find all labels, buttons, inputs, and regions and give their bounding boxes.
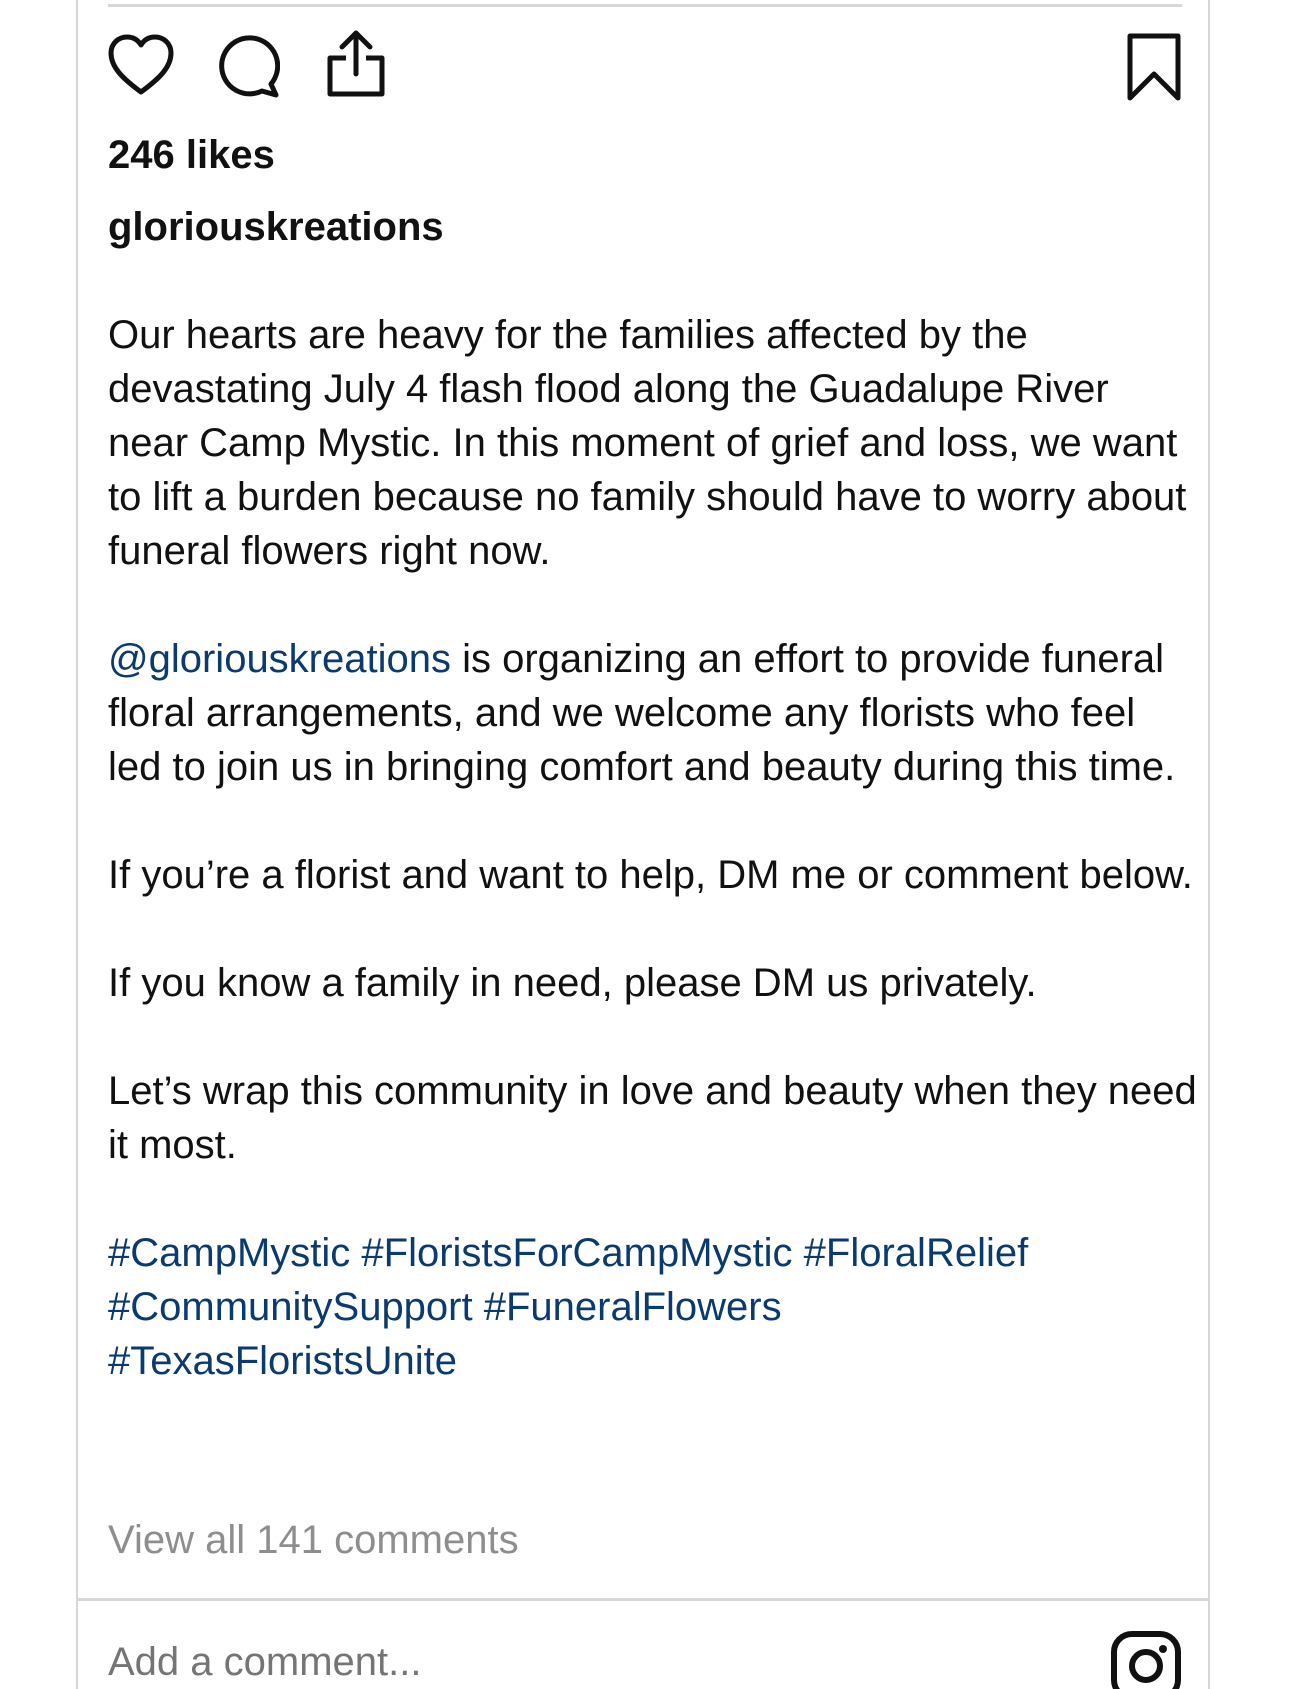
instagram-icon: [1110, 1630, 1182, 1689]
mention-link[interactable]: @gloriouskreations: [108, 637, 451, 681]
hashtag-link[interactable]: #TexasFloristsUnite: [108, 1339, 458, 1383]
likes-count[interactable]: 246 likes: [108, 133, 275, 177]
add-comment-input[interactable]: [108, 1638, 1008, 1686]
hashtag-list: [108, 1226, 1198, 1388]
caption-paragraph: [108, 632, 1198, 794]
caption-text: is organizing an effort to provide funeral floral arrangements, and we welcome any florists who feel led to join us in bringing comfort and beauty during this time.: [108, 637, 1176, 789]
bookmark-icon[interactable]: [1126, 32, 1182, 102]
hashtag-link[interactable]: #FloralRelief: [803, 1231, 1029, 1275]
view-all-comments-link[interactable]: View all 141 comments: [108, 1518, 519, 1562]
caption-paragraph: Our hearts are heavy for the families affected by the devastating July 4 flash flood along the Guadalupe River near Camp Mystic. In this moment of grief and loss, we want to lift a burden because no family should have to worry about funeral flowers right now.: [108, 313, 1187, 573]
top-divider: [108, 4, 1182, 7]
caption-paragraph: Let’s wrap this community in love and beauty when they need it most.: [108, 1069, 1197, 1167]
post-action-bar: [108, 30, 1182, 106]
post-username[interactable]: gloriouskreations: [108, 205, 444, 249]
post-caption: [108, 308, 1198, 1442]
hashtag-link[interactable]: #FloristsForCampMystic: [361, 1231, 793, 1275]
comment-icon[interactable]: [216, 34, 280, 98]
share-icon[interactable]: [326, 30, 386, 98]
bottom-divider: [76, 1598, 1210, 1601]
hashtag-link[interactable]: #CommunitySupport: [108, 1285, 473, 1329]
hashtag-link[interactable]: #CampMystic: [108, 1231, 351, 1275]
caption-paragraph: If you know a family in need, please DM us privately.: [108, 961, 1037, 1005]
heart-icon[interactable]: [108, 34, 174, 96]
caption-paragraph: If you’re a florist and want to help, DM me or comment below.: [108, 853, 1193, 897]
hashtag-link[interactable]: #FuneralFlowers: [483, 1285, 782, 1329]
